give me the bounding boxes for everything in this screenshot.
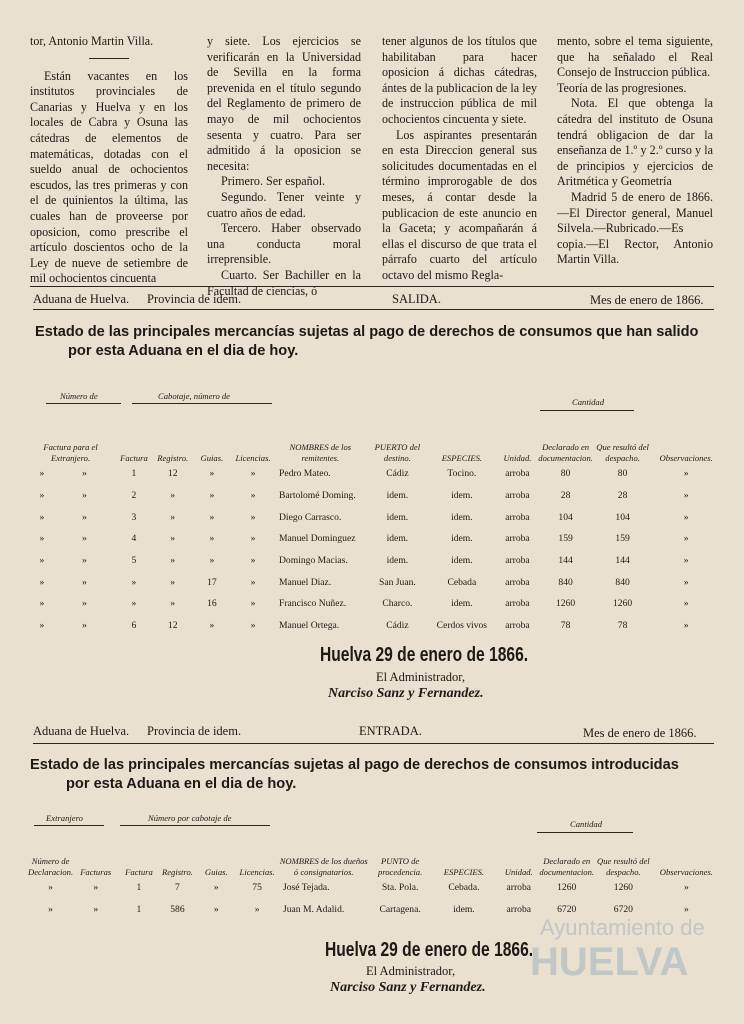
salida-cell: Charco.: [382, 598, 413, 610]
salida-mes: Mes de enero de 1866.: [590, 293, 704, 307]
entrada-cell: arroba: [506, 882, 531, 894]
salida-cell: Manuel Diaz.: [279, 576, 332, 588]
salida-cell: »: [170, 511, 176, 523]
salida-cell: 159: [615, 533, 630, 545]
salida-cell: »: [82, 490, 87, 502]
salida-cell: arroba: [505, 533, 530, 545]
salida-h-unidad: Unidad.: [503, 452, 532, 463]
salida-cell: »: [250, 533, 256, 545]
salida-cell: idem.: [451, 511, 473, 523]
entrada-h-punto: PUNTO de procedencia.: [377, 856, 423, 877]
salida-cell: Cerdos vivos: [436, 620, 488, 632]
text-column-1: [30, 34, 188, 287]
salida-h-guias: Guias.: [200, 452, 224, 463]
entrada-provincia: Provincia de idem.: [147, 724, 242, 738]
entrada-cell: 75: [252, 882, 262, 894]
salida-cell: »: [170, 598, 176, 610]
entrada-h-registro: Registro.: [161, 866, 193, 877]
entrada-h-declaracion: Número de Declaracion.: [28, 856, 74, 877]
salida-table: [28, 413, 720, 637]
salida-cell: »: [250, 511, 256, 523]
salida-table-row: [28, 550, 720, 572]
salida-cell: »: [82, 576, 87, 588]
entrada-mes: Mes de enero de 1866.: [583, 726, 697, 740]
salida-cell: »: [39, 468, 45, 480]
salida-cell: 1260: [613, 598, 633, 610]
salida-cell: »: [170, 490, 176, 502]
entrada-cell: 1: [136, 882, 142, 894]
salida-cell: Manuel Ortega.: [279, 620, 340, 632]
salida-cell: 4: [131, 533, 137, 545]
salida-cell: »: [250, 490, 256, 502]
salida-cell: 159: [558, 533, 573, 545]
salida-h-factura-extranjero: Factura para el Extranjero.: [43, 442, 98, 463]
entrada-cell: arroba: [506, 904, 531, 916]
salida-cell: »: [82, 555, 87, 567]
salida-cell: »: [39, 576, 45, 588]
salida-table-row: [28, 615, 720, 637]
salida-administrator-label: El Administrador,: [376, 670, 466, 684]
entrada-cell: 1260: [613, 882, 633, 894]
col1-p2: Están vacantes en los institutos provinciales de Canarias y Huelva y en los locales de Cabra y Osuna las cátedras de elementos de matemáticas, dotadas con el sueldo anual de ochocientos escudos, las tres primeras y con el de quinientos la última, las cuales han de proveerse por oposicion, como prescribe el artículo doscientos ocho de la Ley de nueve de setiembre de mil ochocientos cincuenta: [30, 68, 188, 286]
entrada-aduana: Aduana de Huelva.: [33, 724, 130, 738]
salida-cell: 17: [207, 576, 217, 588]
salida-cell: »: [209, 555, 215, 567]
salida-cell: idem.: [451, 598, 473, 610]
salida-cell: »: [683, 576, 689, 588]
salida-cell: 80: [560, 468, 571, 480]
col1-p1: tor, Antonio Martin Villa.: [30, 34, 154, 48]
salida-underline: [33, 309, 714, 310]
col2-p5: Cuarto. Ser Bachiller en la Facultad de ciencias, ó: [207, 267, 361, 298]
entrada-h-guias: Guias.: [204, 866, 228, 877]
salida-cell: Francisco Nuñez.: [279, 598, 347, 610]
entrada-group-cabotaje: Número por cabotaje de: [148, 813, 232, 823]
salida-cell: Cebada: [447, 576, 477, 588]
col4-p4: Madrid 5 de enero de 1866.—El Director general, Manuel Silvela.—Rubricado.—Es copia.—El Rector, Antonio Martin Villa.: [557, 189, 713, 267]
entrada-header-row: [28, 829, 720, 877]
salida-cell: »: [39, 620, 45, 632]
entrada-h-observaciones: Observaciones.: [659, 866, 713, 877]
entrada-group-cantidad: Cantidad: [570, 819, 602, 829]
salida-cell: 12: [167, 620, 178, 632]
salida-cell: »: [82, 620, 87, 632]
entrada-cell: »: [213, 882, 219, 894]
entrada-cell: »: [48, 882, 53, 894]
salida-signature-date: Huelva 29 de enero de 1866.: [320, 644, 529, 666]
salida-cell: »: [39, 533, 45, 545]
col4-p2: Teoría de las progresiones.: [557, 80, 687, 95]
entrada-title-line-1: Estado de las principales mercancías sujetas al pago de derechos de consumos introducidas: [30, 757, 679, 773]
text-column-4: [557, 34, 713, 268]
col2-p2: Primero. Ser español.: [221, 174, 326, 189]
salida-cell: Tocino.: [447, 468, 477, 480]
salida-cell: idem.: [451, 555, 473, 567]
salida-cell: San Juan.: [379, 576, 416, 588]
entrada-cell: »: [213, 904, 219, 916]
salida-cell: »: [209, 511, 215, 523]
entrada-cell: 1260: [557, 882, 577, 894]
entrada-signer-name: Narciso Sanz y Fernandez.: [330, 980, 486, 995]
entrada-h-factura: Factura: [125, 866, 153, 877]
entrada-h-licencias: Licencias.: [239, 866, 275, 877]
salida-cell: 1260: [556, 598, 576, 610]
entrada-cell: 586: [170, 904, 185, 916]
salida-cell: Cádiz: [386, 468, 409, 480]
salida-group-numero: Número de: [60, 391, 98, 401]
salida-cell: »: [39, 511, 45, 523]
salida-cell: 144: [558, 555, 573, 567]
text-column-2: [207, 34, 361, 299]
salida-table-body: [28, 463, 720, 637]
entrada-cell: idem.: [453, 904, 475, 916]
entrada-cell: José Tejada.: [282, 882, 330, 894]
entrada-h-facturas: Facturas: [80, 866, 112, 877]
salida-cell: idem.: [386, 511, 409, 523]
salida-cell: »: [683, 468, 689, 480]
entrada-title-line-2: por esta Aduana en el dia de hoy.: [66, 776, 297, 792]
salida-cell: »: [683, 620, 689, 632]
entrada-group-rule-1: [34, 825, 104, 826]
col4-p3: Nota. El que obtenga la cátedra del instituto de Osuna tendrá obligacion de dar la enseñanza de 1.º y 2.º curso y la de principios y ejercicios de Aritmética y Geometría: [557, 96, 713, 189]
salida-table-row: [28, 528, 720, 550]
entrada-table-body: [28, 877, 720, 920]
salida-header-row: [28, 413, 720, 463]
salida-cell: »: [39, 490, 45, 502]
salida-group-rule-2: [132, 403, 272, 404]
salida-cell: Bartolomé Doming.: [279, 490, 356, 502]
entrada-cell: »: [48, 904, 53, 916]
watermark-line-1: Ayuntamiento de: [540, 915, 705, 940]
salida-cell: 28: [617, 490, 628, 502]
watermark-line-2: HUELVA: [530, 940, 689, 984]
col2-p4: Tercero. Haber observado una conducta moral irreprensible.: [207, 221, 361, 267]
salida-title-line-1: Estado de las principales mercancías sujetas al pago de derechos de consumos que han salido: [35, 324, 699, 340]
col1-divider: [89, 58, 129, 59]
salida-h-observaciones: Observaciones.: [659, 452, 713, 463]
salida-cell: »: [209, 620, 215, 632]
salida-cell: 3: [131, 511, 137, 523]
entrada-cell: Juan M. Adalid.: [282, 904, 345, 916]
salida-cell: »: [250, 576, 256, 588]
salida-cell: »: [170, 533, 176, 545]
salida-cell: 6: [131, 620, 137, 632]
salida-group-rule-1: [46, 403, 121, 404]
salida-cell: Diego Carrasco.: [279, 511, 342, 523]
entrada-cell: 7: [175, 882, 180, 894]
salida-cell: Pedro Mateo.: [279, 468, 331, 480]
salida-h-puerto: PUERTO del destino.: [374, 442, 421, 463]
entrada-cell: »: [93, 904, 99, 916]
salida-cell: »: [39, 598, 45, 610]
salida-cell: 16: [207, 598, 217, 610]
salida-cell: »: [170, 555, 176, 567]
salida-h-nombres: NOMBRES de los remitentes.: [289, 442, 352, 463]
salida-cell: »: [209, 468, 215, 480]
entrada-h-nombres: NOMBRES de los dueños ó consignatarios.: [279, 856, 368, 877]
entrada-cell: Cartagena.: [379, 904, 421, 916]
entrada-administrator-label: El Administrador,: [366, 964, 456, 978]
salida-cell: idem.: [451, 533, 473, 545]
col3-p2: Los aspirantes presentarán en esta Direccion general sus solicitudes documentadas en el término improrogable de dos meses, á contar desde la publicacion de este anuncio en la Gaceta; y acompañarán á ellas el discurso de que trata el párrafo cuarto del artículo octavo del mismo Regla-: [382, 127, 537, 282]
salida-cell: 28: [560, 490, 571, 502]
salida-cell: »: [82, 533, 87, 545]
entrada-underline: [33, 743, 714, 744]
salida-h-declarado: Declarado en documentacion.: [538, 442, 593, 463]
entrada-h-declarado: Declarado en documentacion.: [539, 856, 595, 877]
entrada-h-especies: ESPECIES.: [443, 866, 485, 877]
salida-cell: 78: [560, 620, 571, 632]
entrada-cell: »: [683, 904, 689, 916]
col2-p3: Segundo. Tener veinte y cuatro años de edad.: [207, 189, 361, 220]
col3-p1: tener algunos de los títulos que habilitaban para hacer oposicion á dichas cátedras, ántes de la publicacion de la ley de instruccion pública de mil ochocientos cincuenta y siete.: [382, 34, 537, 126]
salida-cell: »: [250, 555, 256, 567]
col4-p1: mento, sobre el tema siguiente, que ha señalado el Real Consejo de Instruccion pública.: [557, 34, 713, 80]
salida-cell: arroba: [505, 598, 530, 610]
salida-cell: idem.: [451, 490, 473, 502]
entrada-cell: 6720: [557, 904, 577, 916]
salida-group-rule-3: [540, 410, 634, 411]
salida-cell: Cádiz: [386, 620, 409, 632]
salida-cell: Domingo Macias.: [279, 555, 348, 567]
salida-cell: »: [683, 533, 689, 545]
salida-signer-name: Narciso Sanz y Fernandez.: [328, 686, 484, 701]
salida-provincia: Provincia de idem.: [147, 292, 242, 306]
salida-cell: 5: [131, 555, 137, 567]
salida-cell: 1: [131, 468, 137, 480]
salida-cell: arroba: [505, 511, 530, 523]
salida-table-row: [28, 571, 720, 593]
salida-cell: »: [209, 490, 215, 502]
entrada-signature-date: Huelva 29 de enero de 1866.: [325, 939, 534, 961]
entrada-cell: »: [683, 882, 689, 894]
text-column-3: [382, 34, 537, 284]
salida-cell: »: [82, 511, 87, 523]
salida-cell: »: [82, 598, 87, 610]
entrada-group-extranjero: Extranjero: [46, 813, 83, 823]
entrada-cell: »: [93, 882, 99, 894]
salida-cell: 78: [617, 620, 628, 632]
entrada-cell: »: [254, 904, 260, 916]
entrada-h-resulto: Que resultó del despacho.: [597, 856, 650, 877]
salida-cell: arroba: [505, 576, 530, 588]
salida-h-especies: ESPECIES.: [441, 452, 483, 463]
salida-cell: »: [131, 576, 137, 588]
salida-cell: idem.: [386, 533, 409, 545]
entrada-group-rule-2: [120, 825, 270, 826]
salida-cell: »: [39, 555, 45, 567]
salida-cell: »: [683, 598, 689, 610]
archive-watermark: [470, 915, 705, 983]
entrada-cell: 1: [136, 904, 142, 916]
entrada-cell: Sta. Pola.: [381, 882, 419, 894]
salida-cell: »: [170, 576, 176, 588]
salida-aduana: Aduana de Huelva.: [33, 292, 130, 306]
salida-cell: arroba: [505, 468, 530, 480]
salida-cell: 144: [615, 555, 630, 567]
section-divider-top: [30, 286, 714, 287]
salida-table-row: [28, 593, 720, 615]
salida-cell: Manuel Dominguez: [279, 533, 356, 545]
salida-cell: 840: [615, 576, 630, 588]
salida-cell: 80: [617, 468, 628, 480]
salida-cell: »: [683, 511, 689, 523]
col2-p1: y siete. Los ejercicios se verificarán en la Universidad de Sevilla en la forma prevenida en el título segundo del Reglamento de primero de mayo de mil ochocientos sesenta y cuatro. Para ser admitido á la oposicion se necesita:: [207, 34, 361, 173]
salida-cell: »: [82, 468, 87, 480]
salida-cell: arroba: [505, 555, 530, 567]
salida-group-cabotaje: Cabotaje, número de: [158, 391, 231, 401]
salida-h-licencias: Licencias.: [235, 452, 271, 463]
salida-cell: 2: [131, 490, 137, 502]
salida-table-row: [28, 506, 720, 528]
salida-table-row: [28, 463, 720, 485]
salida-h-resulto: Que resultó del despacho.: [596, 442, 649, 463]
salida-cell: »: [250, 620, 256, 632]
entrada-cell: Cebada.: [448, 882, 480, 894]
salida-cell: idem.: [386, 490, 409, 502]
salida-cell: idem.: [386, 555, 409, 567]
salida-cell: »: [683, 555, 689, 567]
salida-group-cantidad: Cantidad: [572, 397, 604, 407]
entrada-h-unidad: Unidad.: [504, 866, 533, 877]
entrada-table-row: [28, 877, 720, 899]
salida-h-factura: Factura: [120, 452, 148, 463]
entrada-table: [28, 829, 720, 920]
salida-cell: »: [250, 468, 256, 480]
entrada-tipo: ENTRADA.: [359, 724, 422, 738]
salida-cell: 12: [167, 468, 178, 480]
salida-cell: »: [250, 598, 256, 610]
salida-cell: 840: [558, 576, 573, 588]
salida-h-registro: Registro.: [157, 452, 189, 463]
salida-cell: »: [683, 490, 689, 502]
salida-tipo: SALIDA.: [392, 292, 441, 306]
salida-cell: »: [131, 598, 137, 610]
salida-cell: 104: [558, 511, 573, 523]
salida-cell: arroba: [505, 620, 530, 632]
entrada-cell: 6720: [613, 904, 633, 916]
salida-title-line-2: por esta Aduana en el dia de hoy.: [68, 343, 299, 359]
salida-cell: arroba: [505, 490, 530, 502]
salida-table-row: [28, 485, 720, 507]
salida-cell: »: [209, 533, 215, 545]
salida-cell: 104: [615, 511, 630, 523]
